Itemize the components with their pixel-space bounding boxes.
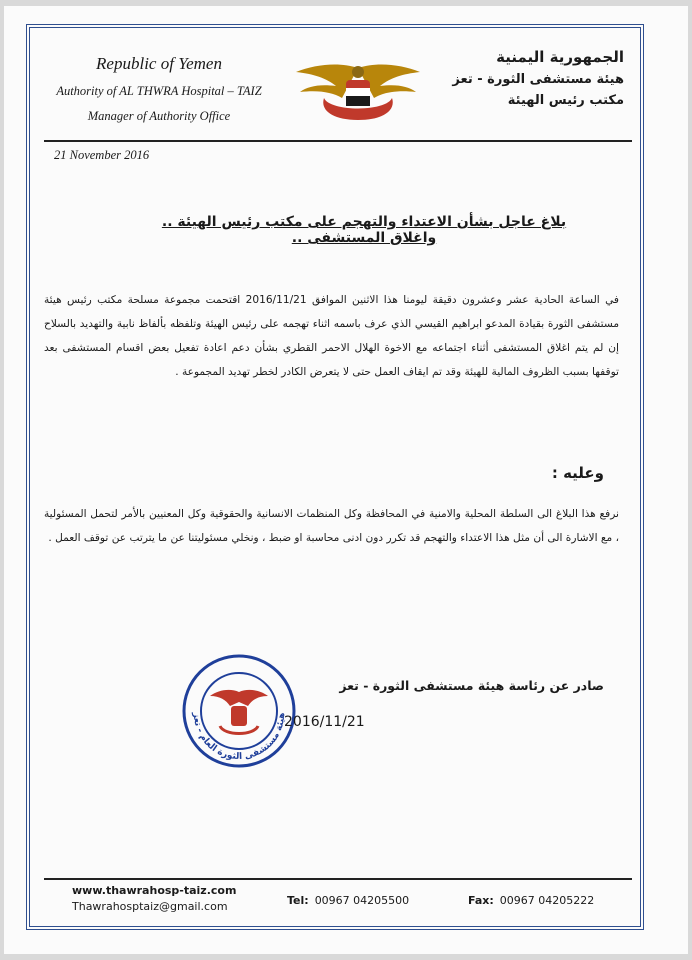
footer-telephone [287,894,409,907]
country-name-en: Republic of Yemen [96,54,222,73]
tel-number: 00967 04205500 [314,894,410,907]
footer-email[interactable]: Thawrahosptaiz@gmail.com [72,900,228,913]
english-letterhead [44,54,274,124]
therefore-heading: وعليه : [551,464,604,482]
letter-date: 21 November 2016 [54,148,150,162]
tel-label: Tel: [287,894,309,907]
header-divider [44,140,632,142]
authority-name-ar: هيئة مستشفى الثورة - تعز [452,72,624,87]
letter-sheet [4,6,688,954]
footer-divider [44,878,632,880]
yemen-eagle-emblem-icon [290,58,426,126]
footer-fax [468,894,594,907]
stamp-text: هيئة مستشفى الثورة العام - تعز [190,712,288,763]
body-paragraph-2: نرفع هذا البلاغ الى السلطة المحلية والامنية في المحافظة وكل المنظمات الانسانية والحقوقية وكل المعنيين بالأمر لتحمل المسئولية ، مع الاشارة الى أن مثل هذا الاعتداء والتهجم قد تكرر دون ادنى محاسبة او ضبط ، ونخلي مسئوليتنا عن ما يترتب عن توقف العمل . [44,508,619,544]
office-name-ar: مكتب رئيس الهيئة [507,93,624,108]
footer-website[interactable]: www.thawrahosp-taiz.com [72,884,237,897]
letter-subject: بلاغ عاجل بشأن الاعتداء والتهجم على مكتب رئيس الهيئة .. واغلاق المستشفى .. [161,214,567,246]
country-name-ar: الجمهورية اليمنية [496,48,624,66]
fax-label: Fax: [468,894,494,907]
signature-date: 2016/11/21 [284,714,365,730]
official-stamp [180,652,298,770]
arabic-letterhead [434,48,624,108]
office-name-en: Manager of Authority Office [87,109,231,123]
fax-number: 00967 04205222 [499,894,595,907]
body-paragraph-1: في الساعة الحادية عشر وعشرون دقيقة ليومنا هذا الاثنين الموافق 2016/11/21 اقتحمت مجموعة مسلحة مكتب رئيس هيئة مستشفى الثورة بقيادة المدعو ابراهيم القيسي الذي عرف باسمه اثناء تهجمه على رئيس الهيئة وتلفظه بألفاظ نابية والتهديد بالسلاح إن لم يتم اغلاق المستشفى أثناء اجتماعه مع الاخوة الهلال الاحمر القطري بشأن دعم اعادة تفعيل بعض اقسام المستشفى بعد توقفها بسبب الظروف المالية للهيئة وقد تم ايقاف العمل حتى لا يتعرض الكادر لخطر تهديد المجموعة . [44,294,619,378]
authority-name-en: Authority of AL THWRA Hospital – TAIZ [56,84,262,98]
issued-by: صادر عن رئاسة هيئة مستشفى الثورة - تعز [339,678,604,693]
